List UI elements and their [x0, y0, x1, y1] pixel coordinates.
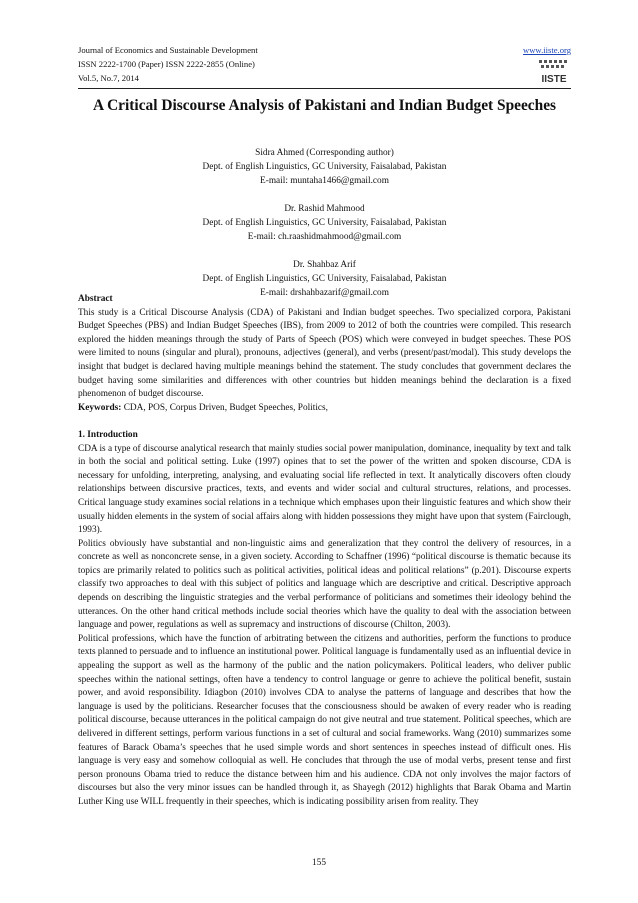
author-name: Sidra Ahmed (Corresponding author): [255, 148, 394, 158]
author-email: E-mail: ch.raashidmahmood@gmail.com: [247, 232, 402, 242]
abstract-heading: Abstract: [78, 294, 113, 304]
paper-title: A Critical Discourse Analysis of Pakistani and Indian Budget Speeches: [92, 97, 557, 114]
keywords-list: CDA, POS, Corpus Driven, Budget Speeches, Politics,: [123, 402, 328, 413]
abstract-text: This study is a Critical Discourse Analysis (CDA) of Pakistani and Indian budget speeches. Two specialized corpora, Pakistani Budget Speeches (PBS) and Indian Budget Speeches (IBS), from 2009 to 2012 of both the countries were compiled. This research explored the hidden meanings through the study of Parts of Speech (POS) which were conveyed in budget speeches. These POS were limited to nouns (singular and plural), pronouns, adjectives (general), and verbs (present/past/modal). This study develops the insight that budget is declared having multiple meanings behind the statement. The study concludes that government declares the budget having some similarities and differences with other countries but hidden meanings behind the declaration is a fixed phenomenon of budget discourse.: [78, 307, 571, 400]
logo-text: IISTE: [541, 74, 567, 85]
page-number: 155: [312, 858, 326, 868]
keywords-line: [78, 402, 571, 416]
intro-paragraph-3: Political professions, which have the function of arbitrating between the citizens and authorities, perform the functions to produce texts planned to persuade and to influence an institutional power. Political language is fundamentally used as an influential device in appealing the support as well as the harmony of the public and the nation policymakers. Political leaders, who deliver public speeches within the national settings, often have a tendency to control language or genre to achieve the political benefit, sustain power, and avoid responsibility. Idiagbon (2010) involves CDA to analyse the patterns of language and describes that how the language is used by the politicians. Researcher focuses that the consciousness should be awaken of every reader who is reading political discourse, because utterances in the political campaign do not give neutral and true statement. Political speeches, which are delivered in different settings, perform various functions in a set of cultural and social frameworks. Wang (2010) summarizes some features of Barack Obama’s speeches that he used simple words and short sentences in speeches instead of difficult ones. His language is very easy and somehow colloquial as well. He concludes that through the use of modal verbs, present tense and first person pronouns Obama tried to reduce the distance between him and his audience. CDA not only involves the major factors of discourses but also the very minor issues can be handled through it, as Shayegh (2012) highlights that Barak Obama and Martin Luther King use WILL frequently in their speeches, which is indicating possibility arisen from reality. They: [78, 633, 571, 807]
author-email: E-mail: drshahbazarif@gmail.com: [260, 288, 389, 298]
author-email: E-mail: muntaha1466@gmail.com: [260, 176, 389, 186]
iiste-logo: [537, 58, 571, 85]
author-1: [78, 146, 571, 188]
intro-paragraph-1: CDA is a type of discourse analytical research that mainly studies social power manipulation, dominance, inequality by text and talk in both the social and political setting. Luke (1997) opines that to set the power of the written and spoken discourse, CDA is necessary for unfolding, interpreting, analysing, and evaluating social life reflected in text. It analytically discovers often cloudy relationships between discursive practices, texts, and events and wider social and cultural structures, relations, and processes. Critical language study examines social relations in a technique which emphases upon their linguistic features and which show their usually hidden elements in the system of social affairs along with hidden possessions they might have upon that system (Fairclough, 1993).: [78, 443, 571, 536]
author-name: Dr. Rashid Mahmood: [284, 204, 365, 214]
intro-paragraph-2: Politics obviously have substantial and non-linguistic aims and generalization that they control the delivery of resources, in a concrete as well as nonconcrete sense, in a given society. According to Schaffner (1996) “political discourse is thematic because its topics are primarily related to politics such as political activities, political ideas and political relations” (p.201). Discourse experts classify two approaches to deal with this subject of politics and language which are descriptive and critical. Descriptive approach depends on describing the linguistic strategies and the verbal performance of politicians and sometimes their ideology behind the utterances. On the other hand critical methods include social theories which have the quality to deal with the association between language and power, regulations as well as supremacy and instructions of discourse (Chilton, 2003).: [78, 538, 571, 631]
section-gap: [78, 415, 571, 429]
author-affiliation: Dept. of English Linguistics, GC University, Faisalabad, Pakistan: [202, 274, 447, 284]
author-2: [78, 202, 571, 244]
author-block: [78, 146, 571, 314]
introduction-heading: 1. Introduction: [78, 429, 138, 440]
keywords-label: Keywords:: [78, 402, 122, 413]
journal-name: Journal of Economics and Sustainable Development: [78, 45, 258, 55]
header-divider: [78, 88, 571, 89]
journal-header: [78, 43, 578, 85]
paper-body: [78, 293, 571, 810]
author-affiliation: Dept. of English Linguistics, GC University, Faisalabad, Pakistan: [202, 162, 447, 172]
author-name: Dr. Shahbaz Arif: [293, 260, 356, 270]
journal-url-link[interactable]: www.iiste.org: [523, 45, 571, 55]
author-affiliation: Dept. of English Linguistics, GC University, Faisalabad, Pakistan: [202, 218, 447, 228]
journal-issn: ISSN 2222-1700 (Paper) ISSN 2222-2855 (Online): [78, 59, 255, 69]
journal-volume: Vol.5, No.7, 2014: [78, 73, 139, 83]
